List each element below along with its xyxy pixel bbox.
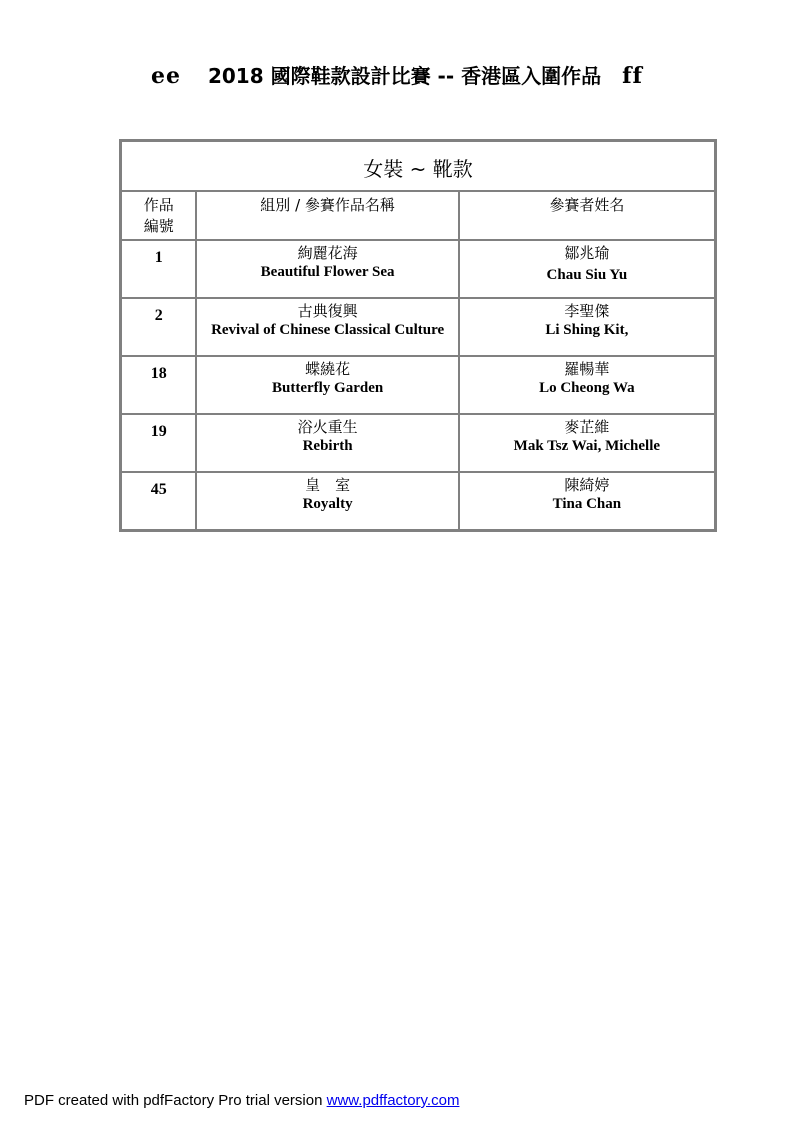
entry-number: 2 [121,298,196,356]
entry-title [196,472,458,530]
entry-title-en: Rebirth [302,438,353,454]
table-row [121,298,715,356]
participant-name-zh: 陳綺婷 [564,476,610,494]
entry-title-en: Revival of Chinese Classical Culture [211,322,445,338]
entry-title [196,240,458,298]
entry-title-zh: 絢麗花海 [297,244,358,262]
entry-number: 19 [121,414,196,472]
entry-title [196,356,458,414]
participant-name-zh: 鄒兆瑜 [564,244,610,262]
participant-name-en: Li Shing Kit, [545,322,629,338]
header-entry-number [121,191,196,240]
entry-title [196,298,458,356]
table-row [121,240,715,298]
entry-title-en: Beautiful Flower Sea [260,264,395,280]
participant-name [459,472,715,530]
table-row [121,414,715,472]
header-entry-title: 組別 / 參賽作品名稱 [196,191,458,240]
participant-name [459,414,715,472]
document-title [0,60,794,89]
pdffactory-link[interactable]: www.pdffactory.com [326,1092,460,1109]
entry-title-zh: 蝶繞花 [305,360,351,378]
participant-name [459,298,715,356]
participant-name-en: Chau Siu Yu [546,267,628,283]
participant-name-zh: 李聖傑 [564,302,610,320]
table-caption: 女裝 ~ 靴款 [121,141,715,191]
header-entry-number-label: 作品 編號 [143,196,174,235]
participant-name-en: Tina Chan [552,496,622,512]
entry-title-zh: 浴火重生 [297,418,358,436]
pdf-footer [24,1092,459,1109]
participant-name [459,356,715,414]
entry-title-zh: 古典復興 [297,302,358,320]
footer-text: PDF created with pdfFactory Pro trial version [24,1092,327,1109]
participant-name-en: Lo Cheong Wa [539,380,635,396]
table-row [121,472,715,530]
participant-name-zh: 麥芷維 [564,418,610,436]
finalist-table [119,139,717,532]
entry-number: 45 [121,472,196,530]
entry-number: 1 [121,240,196,298]
entry-number: 18 [121,356,196,414]
entry-title-en: Royalty [302,496,353,512]
entry-title-zh: 皇 室 [305,476,351,494]
participant-name-en: Mak Tsz Wai, Michelle [513,438,661,454]
title-ornament-left: ee [150,63,181,89]
entry-title-en: Butterfly Garden [271,380,384,396]
header-participant-name: 參賽者姓名 [459,191,715,240]
title-text: 2018 國際鞋款設計比賽 -- 香港區入圍作品 [207,64,602,88]
participant-name [459,240,715,298]
participant-name-zh: 羅暢華 [564,360,610,378]
table-row [121,356,715,414]
entry-title [196,414,458,472]
title-ornament-right: ff [622,63,644,89]
